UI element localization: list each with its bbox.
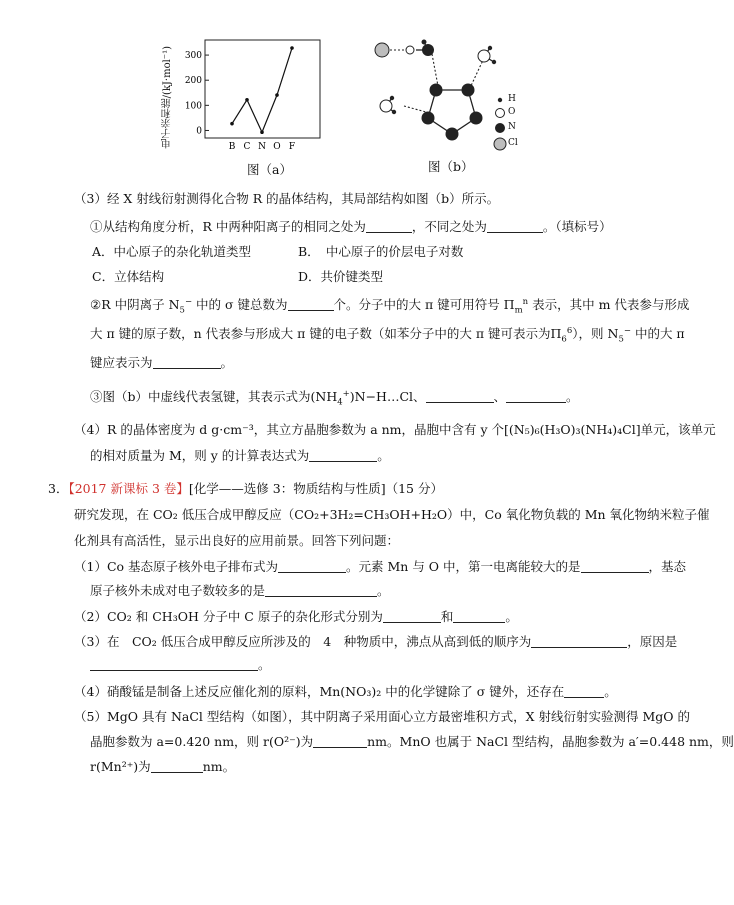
problem3-intro-line1: 研究发现，在 CO₂ 低压合成甲醇反应（CO₂+3H₂=CH₃OH+H₂O）中，Co 氧化物负载的 Mn 氧化物纳米粒子催	[74, 507, 710, 522]
answer-blank[interactable]	[153, 356, 221, 369]
legend-cl-label: Cl	[508, 138, 518, 148]
n-atom	[462, 84, 475, 97]
legend-h-label: H	[508, 94, 516, 104]
h-atom	[488, 46, 492, 50]
o-atom	[380, 100, 392, 112]
q3-part2-line3: 键应表示为 。	[90, 355, 234, 370]
y-tick-label: 300	[184, 51, 202, 62]
answer-blank[interactable]	[265, 584, 377, 597]
n-atom	[422, 44, 434, 56]
answer-blank[interactable]	[278, 560, 346, 573]
figure-b-caption: 图（b）	[428, 159, 474, 174]
sub5-line3: r(Mn²⁺)为 nm。	[90, 759, 236, 774]
cl-atom	[375, 43, 389, 57]
h-atom	[392, 110, 396, 114]
answer-blank[interactable]	[564, 685, 604, 698]
sub5-line1: （5）MgO 具有 NaCl 型结构（如图），其中阴离子采用面心立方最密堆积方式，X 射线衍射实验测得 MgO 的	[74, 709, 690, 724]
answer-blank[interactable]	[487, 220, 543, 233]
problem-number: 3．	[48, 481, 69, 496]
sub2: （2）CO₂ 和 CH₃OH 分子中 C 原子的杂化形式分别为 和 。	[74, 609, 518, 624]
h-atom	[422, 40, 427, 45]
data-point	[290, 46, 294, 50]
data-point	[245, 98, 249, 102]
o-atom	[478, 50, 490, 62]
legend-n-label: N	[508, 122, 516, 132]
answer-blank[interactable]	[151, 760, 203, 773]
x-tick-label: B	[228, 142, 236, 152]
answer-blank[interactable]	[90, 658, 258, 671]
o-atom	[406, 46, 414, 54]
hydrogen-bonds	[390, 50, 484, 112]
n-atom	[430, 84, 443, 97]
q3-part2-line1: ②R 中阴离子 $N_5^-$ 中的 σ 键总数为 个。分子中的大 π 键可用符号 $\Pi_m^n$ 表示，其中 m 代表参与形成	[90, 296, 690, 316]
y-axis-label: 电子亲和能/(kJ·mol⁻¹)	[162, 46, 173, 149]
n-atom	[446, 128, 459, 141]
problem-title: [化学——选修 3：物质结构与性质]（15 分）	[188, 481, 443, 496]
q3-part2-line2: 大 π 键的原子数，n 代表参与形成大 π 键的电子数（如苯分子中的大 π 键可表示为$\Pi_6^6$），则 $N_5^-$ 中的大 π	[90, 325, 685, 345]
chart-frame	[205, 40, 320, 138]
sub1-line2: 原子核外未成对电子数较多的是 。	[90, 583, 390, 598]
h-atom	[492, 60, 496, 64]
answer-blank[interactable]	[531, 635, 627, 648]
y-tick-label: 100	[184, 101, 202, 112]
q3-part1: ①从结构角度分析，R 中两种阳离子的相同之处为 ，不同之处为 。（填标号）	[90, 219, 612, 234]
legend-o-label: O	[508, 107, 516, 117]
x-tick-label: F	[288, 142, 296, 152]
legend-n-symbol	[495, 123, 505, 133]
legend-cl-symbol	[494, 138, 506, 150]
n-atom	[470, 112, 483, 125]
n-atom	[422, 112, 435, 125]
answer-blank[interactable]	[453, 610, 505, 623]
series-points	[230, 46, 294, 134]
data-point	[230, 122, 234, 126]
q4-line1: （4）R 的晶体密度为 d g·cm⁻³，其立方晶胞参数为 a nm，晶胞中含有 y 个[(N₅)₆(H₃O)₃(NH₄)₄Cl]单元，该单元	[74, 422, 716, 437]
legend-o-symbol	[496, 109, 505, 118]
figure-a-caption: 图（a）	[247, 162, 292, 177]
problem3-header	[48, 481, 443, 497]
sub3-line1: （3）在 CO₂ 低压合成甲醇反应所涉及的 4 种物质中，沸点从高到低的顺序为 ，原因是	[74, 634, 678, 649]
sub5-line2: 晶胞参数为 a=0.420 nm，则 r(O²⁻)为 nm。MnO 也属于 NaCl 型结构，晶胞参数为 a′=0.448 nm，则	[90, 734, 734, 749]
figure-a-chart	[170, 38, 330, 150]
x-axis-tick-labels	[229, 142, 295, 152]
q4-line2: 的相对质量为 M，则 y 的计算表达式为 。	[90, 448, 390, 463]
option-c: C．立体结构	[92, 269, 165, 284]
sub4: （4）硝酸锰是制备上述反应催化剂的原料，Mn(NO₃)₂ 中的化学键除了 σ 键外，还存在 。	[74, 684, 617, 699]
answer-blank[interactable]	[581, 560, 649, 573]
answer-blank[interactable]	[309, 449, 377, 462]
answer-blank[interactable]	[366, 220, 412, 233]
option-a: A．中心原子的杂化轨道类型	[92, 244, 252, 259]
answer-blank[interactable]	[506, 390, 566, 403]
option-b: B． 中心原子的价层电子对数	[298, 244, 464, 259]
series-line	[232, 48, 292, 132]
legend-h-symbol	[498, 98, 502, 102]
x-tick-label: C	[243, 142, 251, 152]
problem3-intro-line2: 化剂具有高活性，显示出良好的应用前景。回答下列问题：	[74, 533, 400, 548]
data-point	[275, 93, 279, 97]
answer-blank[interactable]	[426, 390, 494, 403]
x-tick-label: N	[258, 142, 266, 152]
option-d: D．共价键类型	[298, 269, 384, 284]
x-tick-label: O	[273, 142, 281, 152]
answer-blank[interactable]	[288, 298, 334, 311]
y-tick-label: 0	[196, 126, 202, 137]
sub3-line2: 。	[90, 657, 271, 673]
answer-blank[interactable]	[383, 610, 441, 623]
sub1-line1: （1）Co 基态原子核外电子排布式为 。元素 Mn 与 O 中，第一电离能较大的是 ，基态	[74, 559, 687, 574]
q3-intro: （3）经 X 射线衍射测得化合物 R 的晶体结构，其局部结构如图（b）所示。	[74, 191, 500, 206]
answer-blank[interactable]	[313, 735, 367, 748]
problem-source: 【2017 新课标 3 卷】	[68, 481, 189, 496]
y-tick-label: 200	[184, 76, 202, 87]
q3-part3: ③图（b）中虚线代表氢键，其表示式为$(NH_4^+)N-H\dots Cl$、 、 。	[90, 388, 579, 408]
h-atom	[390, 96, 394, 100]
data-point	[260, 130, 264, 134]
